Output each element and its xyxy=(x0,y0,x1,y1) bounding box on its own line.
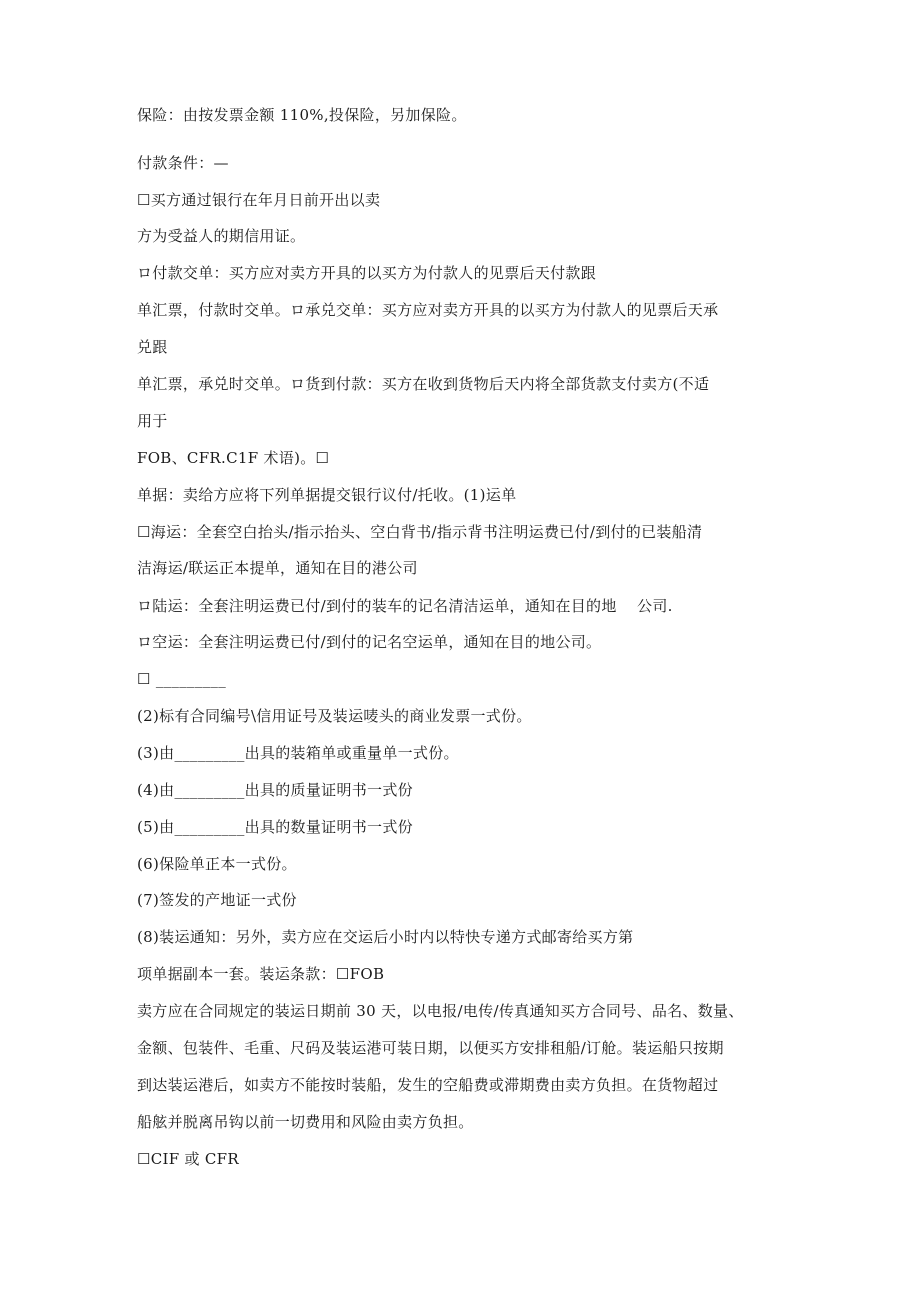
packing-list-item: (3)由_________出具的装箱单或重量单一式份。 xyxy=(137,744,459,762)
ocean-transport-continued: 洁海运/联运正本提单，通知在目的港公司 xyxy=(137,559,418,577)
documents-heading: 单据：卖给方应将下列单据提交银行议付/托收。(1)运单 xyxy=(137,486,517,504)
commercial-invoice-item: (2)标有合同编号\信用证号及装运唛头的商业发票一式份。 xyxy=(137,707,532,725)
shipment-terms-fob: 项单据副本一套。装运条款：☐FOB xyxy=(137,965,385,983)
documents-against-acceptance-option: 单汇票，付款时交单。ロ承兑交单：买方应对卖方开具的以买方为付款人的见票后天承 xyxy=(137,301,719,319)
other-transport-option: ☐ _________ xyxy=(137,670,227,688)
fob-paragraph-line-4: 船舷并脱离吊钩以前一切费用和风险由卖方负担。 xyxy=(137,1113,474,1131)
letter-of-credit-option: ☐买方通过银行在年月日前开出以卖 xyxy=(137,191,381,209)
quantity-certificate-item: (5)由_________出具的数量证明书一式份 xyxy=(137,818,413,836)
quality-certificate-item: (4)由_________出具的质量证明书一式份 xyxy=(137,781,413,799)
letter-of-credit-continued: 方为受益人的期信用证。 xyxy=(137,227,306,245)
incoterms-note: FOB、CFR.C1F 术语)。☐ xyxy=(137,449,330,467)
cash-on-delivery-continued: 用于 xyxy=(137,412,168,430)
payment-terms-heading: 付款条件：— xyxy=(137,154,229,172)
fob-paragraph-line-2: 金额、包装件、毛重、尺码及装运港可装日期，以便买方安排租船/订舱。装运船只按期 xyxy=(137,1039,724,1057)
land-transport-option: ロ陆运：全套注明运费已付/到付的装车的记名清洁运单，通知在目的地 公司. xyxy=(137,597,673,615)
ocean-transport-option: ☐海运：全套空白抬头/指示抬头、空白背书/指示背书注明运费已付/到付的已装船清 xyxy=(137,523,703,541)
fob-paragraph-line-3: 到达装运港后，如卖方不能按时装船，发生的空船费或滞期费由卖方负担。在货物超过 xyxy=(137,1076,719,1094)
insurance-policy-item: (6)保险单正本一式份。 xyxy=(137,855,297,873)
cash-on-delivery-option: 单汇票，承兑时交单。ロ货到付款：买方在收到货物后天内将全部货款支付卖方(不适 xyxy=(137,375,710,393)
documents-against-acceptance-continued: 兑跟 xyxy=(137,338,168,356)
shipping-advice-item: (8)装运通知：另外，卖方应在交运后小时内以特快专递方式邮寄给买方第 xyxy=(137,928,634,946)
fob-paragraph-line-1: 卖方应在合同规定的装运日期前 30 天，以电报/电传/传真通知买方合同号、品名、数量、 xyxy=(137,1002,744,1020)
insurance-clause: 保险：由按发票金额 110%,投保险，另加保险。 xyxy=(137,106,467,124)
cif-cfr-option: ☐CIF 或 CFR xyxy=(137,1150,239,1168)
certificate-of-origin-item: (7)签发的产地证一式份 xyxy=(137,891,297,909)
air-transport-option: ロ空运：全套注明运费已付/到付的记名空运单，通知在目的地公司。 xyxy=(137,633,602,651)
documents-against-payment-option: ロ付款交单：买方应对卖方开具的以买方为付款人的见票后天付款跟 xyxy=(137,264,597,282)
